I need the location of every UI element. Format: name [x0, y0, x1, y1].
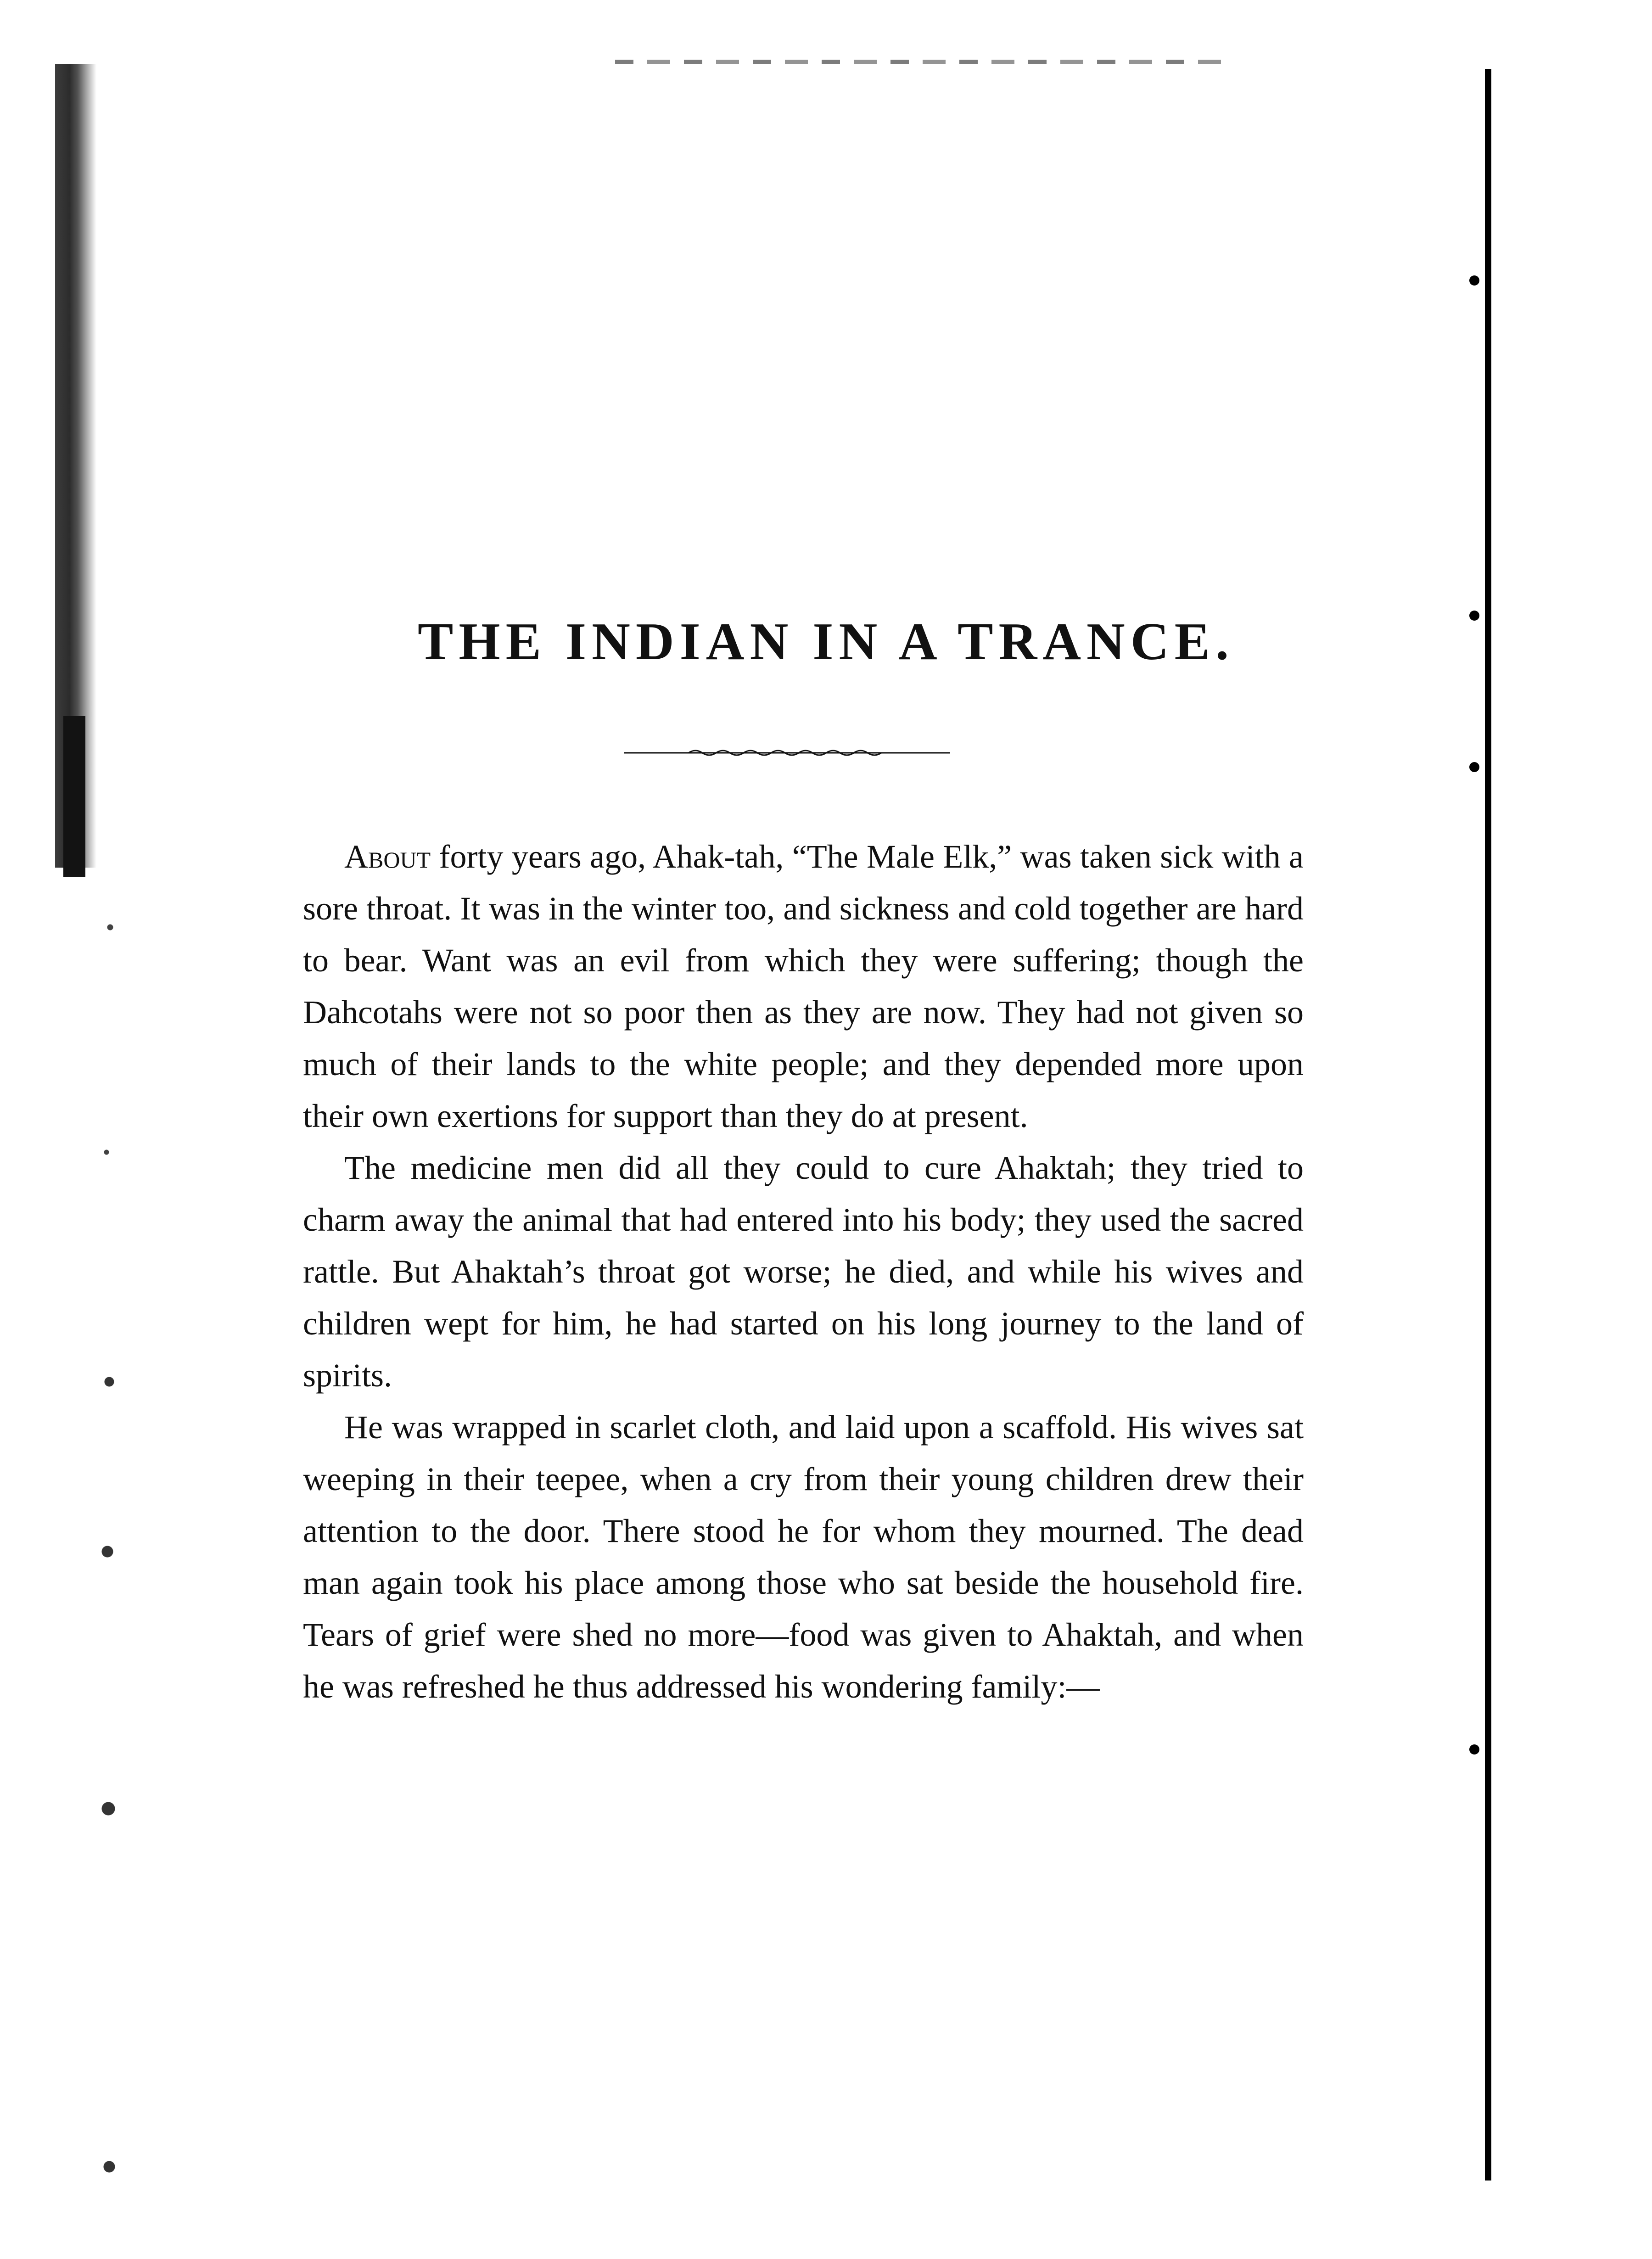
paragraph-2-text: The medicine men did all they could to cure Ahaktah; they tried to charm away the animal that had entered into his body; they used the sacred rattle. But Ahaktah’s throat got worse; he died, and while his wives and children wept for him, he had started on his long journey to the land of spirits.	[303, 1149, 1304, 1394]
decorative-wavy-rule	[624, 746, 950, 760]
page-title: THE INDIAN IN A TRANCE.	[418, 612, 1234, 671]
paragraph-2	[303, 1142, 1304, 1401]
paragraph-1	[303, 831, 1304, 1142]
paragraph-1-lead-word: About	[344, 838, 431, 875]
scan-top-smudge	[615, 60, 1235, 64]
scan-specks	[96, 872, 124, 2249]
paragraph-3-text: He was wrapped in scarlet cloth, and laid upon a scaffold. His wives sat weeping in their teepee, when a cry from their young children drew their attention to the door. There stood he for whom they mourned. The dead man again took his place among those who sat beside the household fire. Tears of grief were shed no more—food was given to Ahaktah, and when he was refreshed he thus addressed his wondering family:—	[303, 1409, 1304, 1705]
paragraph-1-text: forty years ago, Ahak-tah, “The Male Elk,” was taken sick with a sore throat. It was in the winter too, and sickness and cold together are hard to bear. Want was an evil from which they were suffering; though the Dahcotahs were not so poor then as they are now. They had not given so much of their lands to the white people; and they depended more upon their own exertions for support than they do at present.	[303, 838, 1304, 1134]
scan-binding-shadow	[55, 64, 96, 868]
paragraph-3	[303, 1401, 1304, 1713]
scan-right-edge-line	[1485, 69, 1491, 2181]
body-text	[303, 831, 1304, 1713]
